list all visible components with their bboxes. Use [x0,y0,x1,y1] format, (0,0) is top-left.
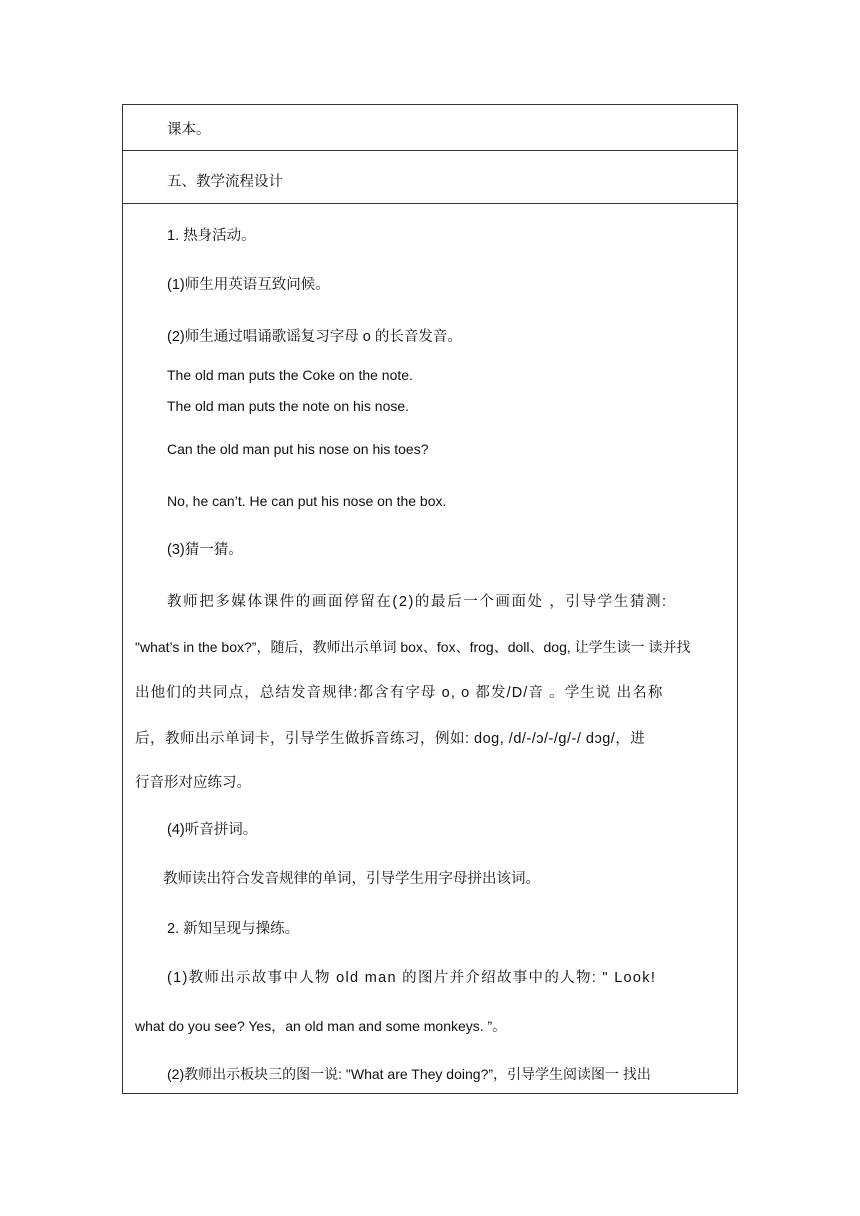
paragraph-1-line-5: 行音形对应练习。 [135,775,251,791]
row-divider [123,203,737,204]
section-2-heading: 2. 新知呈现与操练。 [167,921,300,937]
chant-line-4: No, he can’t. He can put his nose on the box. [167,493,447,509]
paragraph-3-line-2: what do you see? Yes，an old man and some monkeys. ”。 [135,1018,507,1034]
chant-line-1: The old man puts the Coke on the note. [167,367,413,383]
step-1-3: (3)猜一猜。 [167,542,243,558]
materials-text: 课本。 [167,122,211,138]
paragraph-1-line-2: "what’s in the box?”，随后，教师出示单词 box、fox、frog、doll、dog, 让学生读一 读并找 [135,639,691,655]
step-1-4: (4)听音拼词。 [167,822,258,838]
paragraph-1-line-4: 后，教师出示单词卡，引导学生做拆音练习，例如: dog, /d/-/ɔ/-/g/-/ dɔg/，进 [135,731,646,747]
section-1-heading: 1. 热身活动。 [167,228,256,244]
paragraph-2: 教师读出符合发音规律的单词，引导学生用字母拼出该词。 [163,871,540,887]
paragraph-4-line-1: (2)教师出示板块三的图一说: "What are They doing?”，引导学生阅读图一 找出 [167,1066,651,1082]
lesson-table [122,104,738,1094]
step-1-2: (2)师生通过唱诵歌谣复习字母 o 的长音发音。 [167,329,462,345]
paragraph-3-line-1: (1)教师出示故事中人物 old man 的图片并介绍故事中的人物: " Look! [167,970,657,986]
paragraph-1-line-1: 教师把多媒体课件的画面停留在(2)的最后一个画面处 ，引导学生猜测: [167,594,668,610]
paragraph-1-line-3: 出他们的共同点，总结发音规律:都含有字母 o, o 都发/D/音 。学生说 出名称 [135,685,664,701]
chant-line-3: Can the old man put his nose on his toes? [167,441,429,457]
section-five-title: 五、教学流程设计 [167,174,283,190]
chant-line-2: The old man puts the note on his nose. [167,398,410,414]
step-1-1: (1)师生用英语互致问候。 [167,277,330,293]
row-divider [123,150,737,151]
